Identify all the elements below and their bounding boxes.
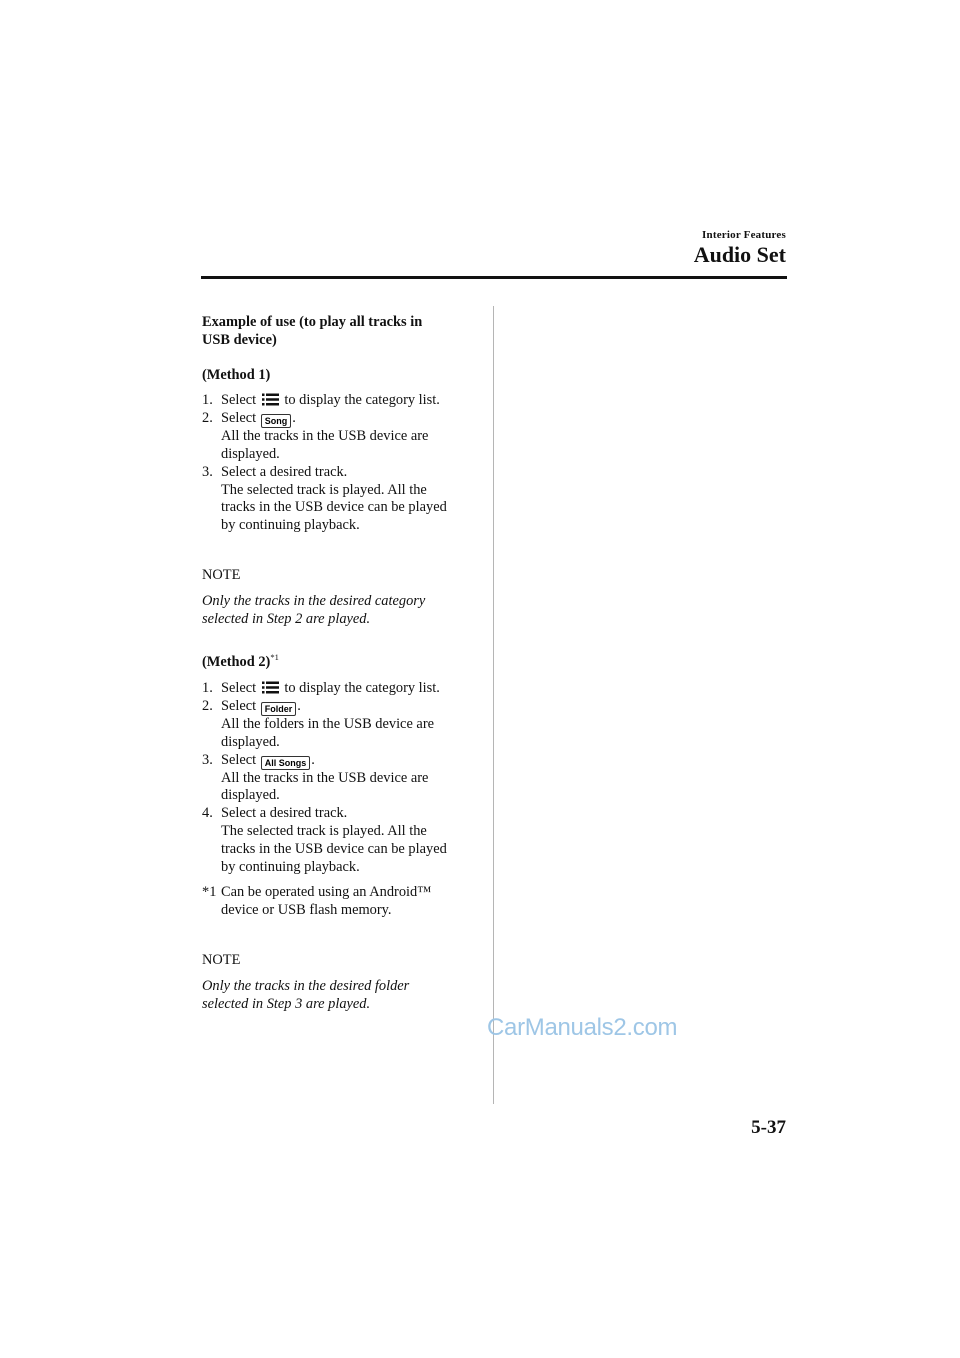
method-2-steps bbox=[202, 680, 484, 876]
method-2-title: (Method 2)$^{*1}$ bbox=[202, 652, 279, 671]
method-2-step-2: 2. Select Folder . All the folders in the USB device are displayed. bbox=[202, 697, 434, 750]
note-1-text: Only the tracks in the desired category selected in Step 2 are played. bbox=[202, 592, 426, 627]
example-heading: Example of use (to play all tracks in USB device) bbox=[202, 314, 423, 348]
note-2-text: Only the tracks in the desired folder selected in Step 3 are played. bbox=[202, 977, 410, 1012]
page-number: 5-37 bbox=[751, 1117, 786, 1138]
watermark: CarManuals2.com bbox=[487, 1014, 678, 1041]
note-1-title: NOTE bbox=[202, 566, 241, 583]
method-1-steps bbox=[202, 392, 484, 535]
method-1-title: (Method 1) bbox=[202, 366, 271, 383]
note-2-title: NOTE bbox=[202, 951, 241, 968]
footnote-ref: *1 bbox=[270, 652, 279, 663]
header-rule bbox=[201, 276, 787, 279]
content-column bbox=[202, 314, 484, 1013]
page-title: Audio Set bbox=[693, 242, 786, 267]
list-icon bbox=[262, 681, 279, 694]
footnote: *1 Can be operated using an Android™ device or USB flash memory. bbox=[202, 884, 432, 919]
all-songs-button-icon: All Songs bbox=[261, 756, 311, 770]
method-1-step-3: 3. Select a desired track. The selected track is played. All the tracks in the USB device can be played by continuing playback. bbox=[202, 463, 447, 534]
folder-button-icon: Folder bbox=[261, 702, 297, 716]
method-2-step-4: 4. Select a desired track. The selected track is played. All the tracks in the USB device can be played by continuing playback. bbox=[202, 805, 447, 875]
song-button-icon: Song bbox=[261, 414, 292, 428]
list-icon bbox=[262, 393, 279, 406]
method-1-step-2: 2. Select Song . All the tracks in the USB device are displayed. bbox=[202, 410, 429, 462]
method-1-step-1: 1. Select to display the category list. bbox=[202, 392, 440, 409]
method-2-step-1: 1. Select to display the category list. bbox=[202, 680, 440, 697]
method-2-step-3: 3. Select All Songs . All the tracks in the USB device are displayed. bbox=[202, 751, 429, 804]
section-label: Interior Features bbox=[702, 229, 786, 241]
column-divider bbox=[493, 306, 494, 1104]
